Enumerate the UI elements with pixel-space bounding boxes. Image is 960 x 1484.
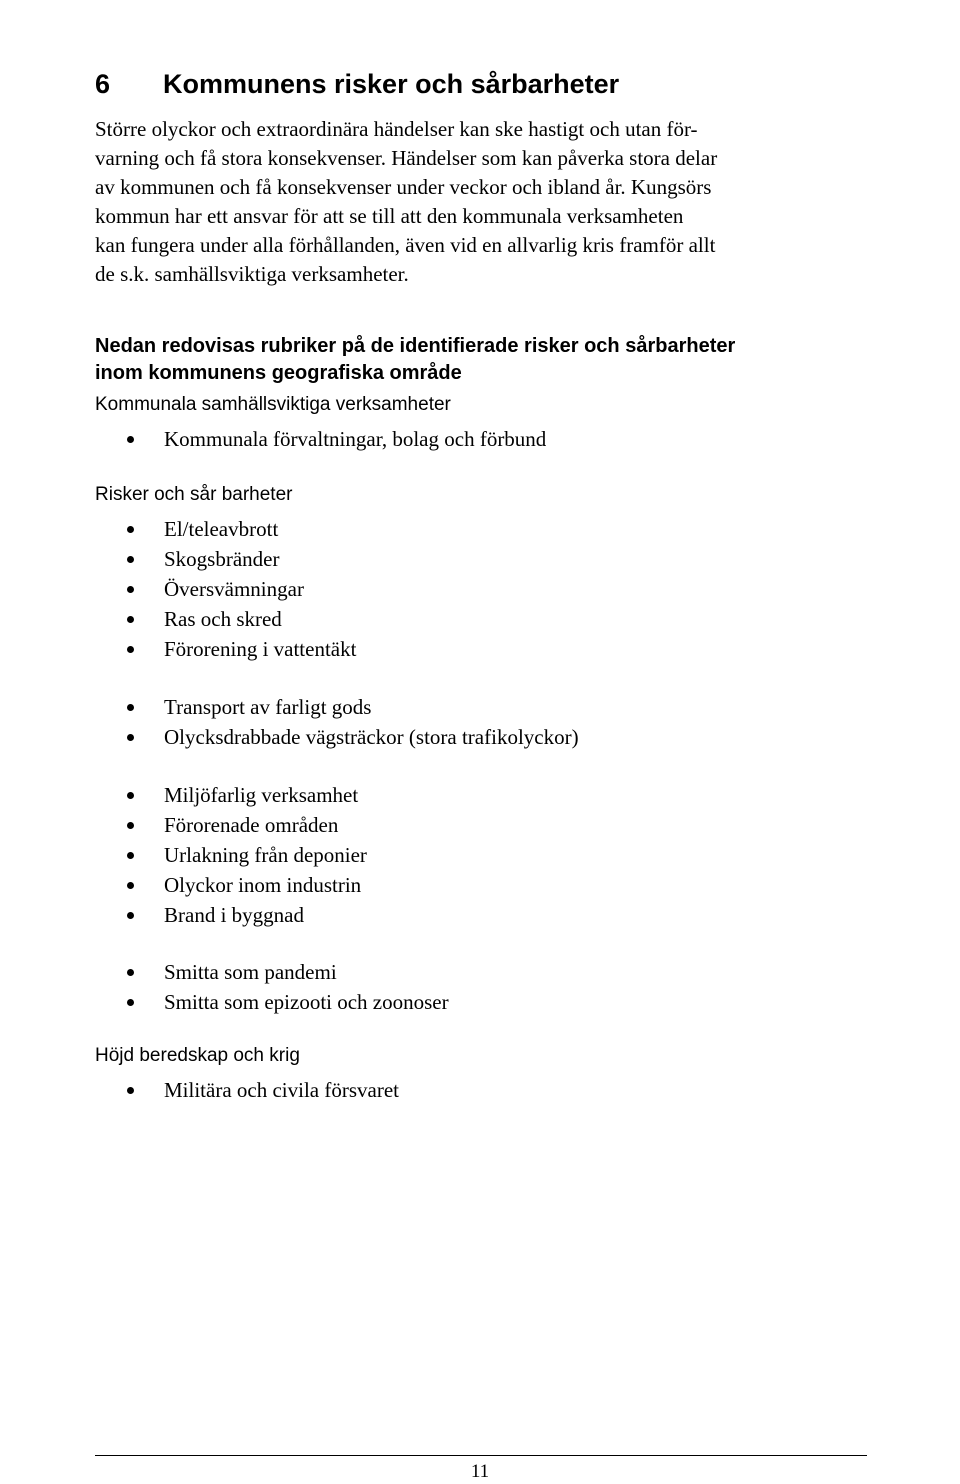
list-item [0,692,579,722]
bullet-icon [127,734,134,741]
list-item-text: Smitta som pandemi [164,960,337,984]
list-item [0,957,449,987]
bullet-icon [127,822,134,829]
list-item-text: Ras och skred [164,607,282,631]
list-item-text: Transport av farligt gods [164,695,372,719]
list-item-text: Förorening i vattentäkt [164,637,357,661]
footer-divider [95,1455,867,1456]
section-heading [95,64,619,104]
bullet-list [0,780,367,930]
bullet-list [0,1075,399,1105]
list-item [0,987,449,1017]
list-item [0,514,356,544]
intro-line: av kommunen och få konsekvenser under veckor och ibland år. Kungsörs [95,175,712,199]
list-item [0,840,367,870]
intro-line: Större olyckor och extraordinära händelser kan ske hastigt och utan för- [95,117,698,141]
bullet-icon [127,556,134,563]
bullet-list [0,692,579,752]
bullet-icon [127,912,134,919]
section-title: Kommunens risker och sårbarheter [163,69,620,99]
bullet-icon [127,882,134,889]
bullet-icon [127,704,134,711]
list-item-text: Brand i byggnad [164,903,304,927]
list-item [0,722,579,752]
list-item [0,780,367,810]
list-item [0,810,367,840]
bullet-icon [127,1087,134,1094]
list-item [0,424,546,454]
category-title: Höjd beredskap och krig [95,1045,300,1066]
bullet-icon [127,852,134,859]
bullet-list [0,424,546,454]
list-item-text: Förorenade områden [164,813,339,837]
intro-paragraph [95,115,875,289]
list-item-text: Översvämningar [164,577,304,601]
bullet-list [0,957,449,1017]
bullet-icon [127,616,134,623]
bullet-icon [127,999,134,1006]
list-item-text: Miljöfarlig verksamhet [164,783,359,807]
list-item [0,604,356,634]
section-number: 6 [95,69,111,99]
list-item [0,544,356,574]
list-item-text: Olyckor inom industrin [164,873,362,897]
subheading-line: Nedan redovisas rubriker på de identifierade risker och sårbarheter [95,335,736,357]
list-item-text: Smitta som epizooti och zoonoser [164,990,449,1014]
list-item [0,574,356,604]
bullet-icon [127,526,134,533]
list-item [0,870,367,900]
subheading-line: inom kommunens geografiska område [95,362,462,384]
bullet-icon [127,646,134,653]
list-item-text: Militära och civila försvaret [164,1078,399,1102]
bullet-icon [127,436,134,443]
risk-overview-heading [95,333,735,387]
intro-line: kan fungera under alla förhållanden, även vid en allvarlig kris framför allt [95,233,716,257]
list-item-text: Urlakning från deponier [164,843,367,867]
bullet-icon [127,969,134,976]
bullet-icon [127,792,134,799]
list-item [0,900,367,930]
category-title: Risker och sår barheter [95,484,293,505]
page-number: 11 [470,1461,490,1482]
bullet-list [0,514,356,664]
list-item-text: Olycksdrabbade vägsträckor (stora trafikolyckor) [164,725,579,749]
list-item-text: Skogsbränder [164,547,280,571]
intro-line: kommun har ett ansvar för att se till att den kommunala verksamheten [95,204,684,228]
list-item [0,1075,399,1105]
list-item [0,634,356,664]
list-item-text: El/teleavbrott [164,517,279,541]
intro-line: de s.k. samhällsviktiga verksamheter. [95,262,409,286]
category-title: Kommunala samhällsviktiga verksamheter [95,394,451,415]
intro-line: varning och få stora konsekvenser. Händelser som kan påverka stora delar [95,146,718,170]
list-item-text: Kommunala förvaltningar, bolag och förbund [164,427,547,451]
bullet-icon [127,586,134,593]
